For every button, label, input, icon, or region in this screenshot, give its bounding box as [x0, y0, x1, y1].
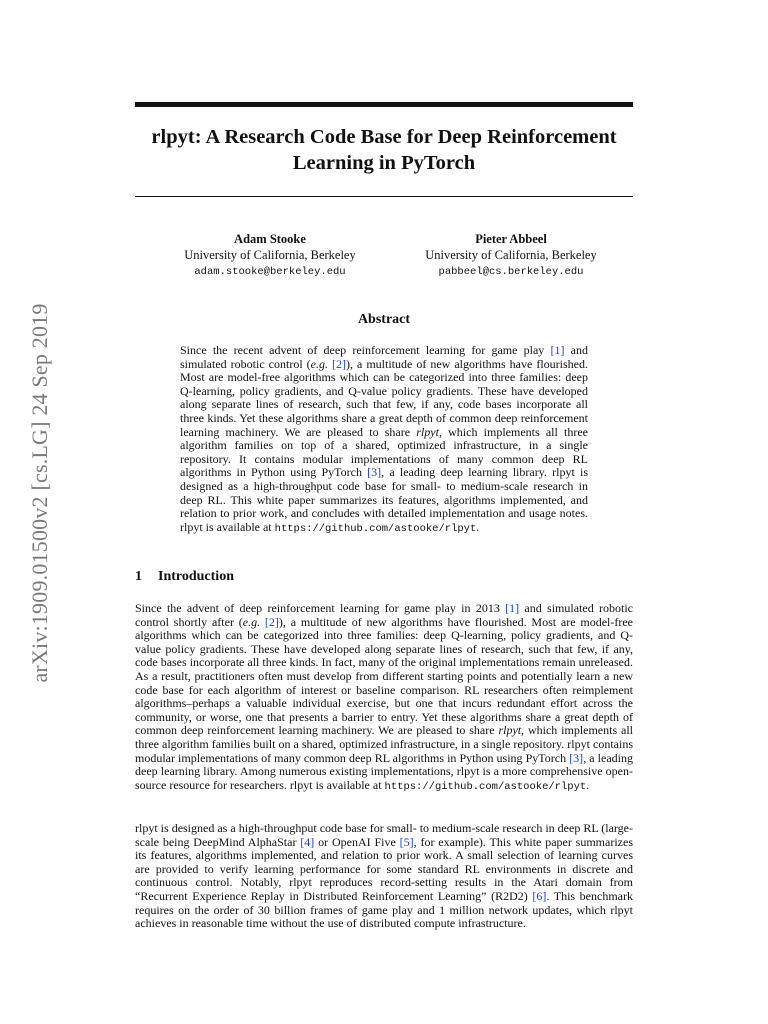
abstract-heading: Abstract: [357, 312, 411, 327]
citation-link[interactable]: [1]: [550, 343, 565, 357]
intro-paragraph-1: Since the advent of deep reinforcement learning for game play in 2013 [1] and simulated robotic control shortly after (e.g. [2]), a multitude of new algorithms have flourished. Most are model-free algorithms which can be categorized into three families: deep Q-learning, policy gradients, and Q-value policy gradients. These have developed along separate lines of research, such that few, if any, code bases incorporate all three kinds. In fact, many of the original implementations remain unreleased. As a result, practitioners often must develop from different starting points and potentially learn a new code base for each algorithm of interest or baseline comparison. RL researchers often reimplement algorithms–perhaps a valuable individual exercise, but one that incurs redundant effort across the community, or worse, one that presents a barrier to entry. Yet these algorithms share a great depth of common deep reinforcement learning machinery. We are pleased to share rlpyt, which implements all three algorithm families built on a shared, optimized infrastructure, in a single repository. rlpyt contains modular implementations of many common deep RL algorithms in Python using PyTorch [3], a leading deep learning library. Among numerous existing implementations, rlpyt is a more comprehensive open-source resource for researchers. rlpyt is available at https://github.com/astooke/rlpyt.: [135, 601, 634, 793]
citation-link[interactable]: [2]: [332, 356, 346, 371]
citation-link[interactable]: [2]: [264, 614, 279, 629]
citation-link[interactable]: [5]: [399, 834, 414, 849]
title-bottom-rule: [135, 196, 633, 197]
paper-title: [135, 124, 633, 176]
paper-title-line-2: Learning in PyTorch: [292, 152, 476, 174]
author-block-abbeel: [398, 231, 624, 280]
intro-paragraph-2: rlpyt is designed as a high-throughput code base for small- to medium-scale research in deep RL (large-scale being DeepMind AlphaStar [4] or OpenAI Five [5], for example). This white paper summarizes its features, algorithms implemented, and relation to prior work. A small selection of learning curves are provided to verify learning performance for some standard RL environments in discrete and continuous control. Notably, rlpyt reproduces record-setting results in the Atari domain from “Recurrent Experience Replay in Distributed Reinforcement Learning” (R2D2) [6]. This benchmark requires on the order of 30 billion frames of game play and 1 million network updates, which rlpyt achieves in reasonable time without the use of distributed compute infrastructure.: [135, 821, 633, 931]
citation-link[interactable]: [6]: [532, 888, 547, 903]
section-title: Introduction: [158, 569, 234, 584]
repository-url[interactable]: https://github.com/astooke/rlpyt: [384, 780, 587, 793]
author-block-stooke: [170, 231, 370, 280]
author-affiliation: University of California, Berkeley: [184, 248, 356, 262]
author-email[interactable]: pabbeel@cs.berkeley.edu: [438, 266, 584, 278]
abstract-body: Since the recent advent of deep reinforcement learning for game play [1] and simulated robotic control (e.g. [2]), a multitude of new algorithms have flourished. Most are model-free algorithms which can be categorized into three families: deep Q-learning, policy gradients, and Q-value policy gradients. These have developed along separate lines of research, such that few, if any, code bases incorporate all three kinds. Yet these algorithms share a great depth of common deep reinforcement learning machinery. We are pleased to share rlpyt, which implements all three algorithm families on top of a shared, optimized infrastructure, in a single repository. It contains modular implementations of many common deep RL algorithms in Python using PyTorch [3], a leading deep learning library. rlpyt is designed as a high-throughput code base for small- to medium-scale research in deep RL. This white paper summarizes its features, algorithms implemented, and relation to prior work, and concludes with detailed implementation and usage notes. rlpyt is available at https://github.com/astooke/rlpyt.: [180, 343, 589, 535]
arxiv-stamp-text: arXiv:1909.01500v2 [cs.LG] 24 Sep 2019: [27, 303, 52, 683]
paper-title-line-1: rlpyt: A Research Code Base for Deep Reinforcement: [151, 126, 617, 148]
section-heading-introduction: [135, 569, 234, 585]
citation-link[interactable]: [3]: [569, 750, 584, 765]
section-number: 1: [135, 569, 142, 584]
citation-link[interactable]: [3]: [367, 465, 382, 480]
author-name: Adam Stooke: [234, 232, 306, 246]
citation-link[interactable]: [1]: [505, 601, 520, 615]
repository-url[interactable]: https://github.com/astooke/rlpyt: [274, 522, 477, 535]
citation-link[interactable]: [4]: [300, 834, 315, 849]
title-top-rule: [135, 102, 633, 107]
author-affiliation: University of California, Berkeley: [425, 248, 597, 262]
author-name: Pieter Abbeel: [475, 232, 547, 246]
author-email[interactable]: adam.stooke@berkeley.edu: [194, 266, 346, 278]
